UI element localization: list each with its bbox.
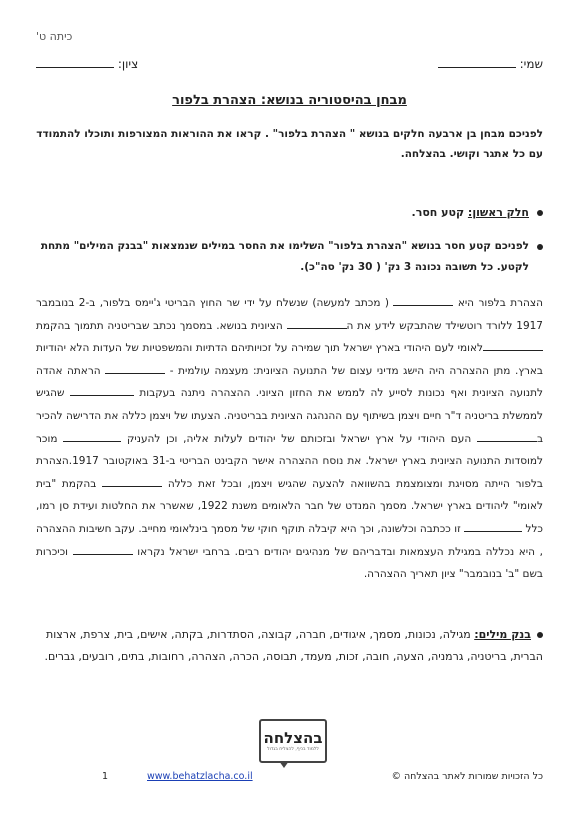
bullet-icon <box>537 244 543 250</box>
blank-1[interactable] <box>393 294 453 306</box>
exam-title: מבחן בהיסטוריה בנושא: הצהרת בלפור <box>172 93 407 108</box>
blank-2[interactable] <box>287 317 347 329</box>
part-one-heading <box>36 206 543 219</box>
passage-segment: בהקמת "בית לאומי" ליהודים בארץ ישראל. מסמך המנדט של חבר הלאומים משנת 1922, שאשרר את החלטות ועידת סן רמו, כלל <box>36 477 543 535</box>
page-number: 1 <box>102 771 109 782</box>
word-bank-label: בנק מילים: <box>474 628 531 641</box>
word-bank-words: מגילה, נכונות, מסמך, איגודים, חברה, קבוצה, הסתדרות, בקתה, אישים, בית, צרפת, ארצות הברית, בריטניה, גרמניה, הצעה, חובה, זכות, מעמד, תבוסה, הכרה, הצהרה, רחובות, בתים, רובעים, גברים. <box>44 628 543 663</box>
blank-6[interactable] <box>477 430 537 442</box>
blank-8[interactable] <box>102 475 162 487</box>
copyright-notice: כל הזכויות שמורות לאתר בהצלחה © <box>391 771 543 782</box>
passage-segment: זו ככתבה וכלשונה, וכך היא קיבלה תוקף חוקי של מסמך בינלאומי מחייב. עקב חשיבות ההצהרה , היא נכללה במגילת העצמאות ובדבריהם של מנהיגים יהודים רבים. ברחבי ישראל נקראו <box>36 522 543 558</box>
instructions <box>36 236 543 278</box>
speech-pointer-icon <box>279 761 289 768</box>
part-one-name: קטע חסר. <box>411 206 465 219</box>
blank-7[interactable] <box>63 430 121 442</box>
blank-9[interactable] <box>464 520 522 532</box>
grade-label: כיתה ט' <box>36 30 73 43</box>
logo-text: בהצלחה <box>263 729 323 747</box>
part-one-label: חלק ראשון: <box>467 206 529 219</box>
passage-segment: הצהרת בלפור היא <box>457 297 544 309</box>
passage-segment: לאומי לעם היהודי בארץ ישראל תוך שמירה על זכויותיהם הדתיות והמשפטיות של העדות הלא יהודיות בארץ. מתן ההצהרה היה הישג מדיני עצום של התנועה הציונית: מעצמה עולמית - <box>36 342 543 377</box>
name-blank[interactable] <box>438 56 516 68</box>
behatzlacha-logo <box>259 719 327 763</box>
passage-segment: שהגיש לממשלת בריטניה ד"ר חיים ויצמן בשיתוף עם ההנהגה הציונית בבריטניה. הצעתו של ויצמן כללה את הדרישה להכיר ב <box>36 387 544 445</box>
blank-10[interactable] <box>73 543 133 555</box>
passage-segment: ( מכתב למעשה) שנשלח על ידי שר החוץ הבריטי ג'יימס בלפור, ב-2 בנובמבר 1917 ללורד רוטשילד שהתבקש לידע את ה <box>36 297 543 332</box>
fill-in-passage <box>36 292 543 586</box>
bullet-icon <box>537 210 543 216</box>
score-field <box>36 56 138 71</box>
name-score-row <box>36 56 543 74</box>
instructions-text: לפניכם קטע חסר בנושא "הצהרת בלפור" השלימו את החסר במילים שנמצאות "בבנק המילים" מתחת לקטע. כל תשובה נכונה 3 נק' ( 30 נק' סה"כ). <box>40 240 529 273</box>
score-blank[interactable] <box>36 56 114 68</box>
footer <box>0 771 579 785</box>
blank-3[interactable] <box>483 339 543 351</box>
blank-4[interactable] <box>105 362 165 374</box>
passage-segment: וכיכרות בשם "ב' בנובמבר" ציון תאריך ההצהרה. <box>36 545 543 581</box>
passage-segment: הציונית בנושא. במסמך נכתב שבריטניה תתמוך בהקמת <box>36 319 283 332</box>
logo-subtext: ללמוד בכיף, להצליח בגדול <box>267 747 319 752</box>
word-bank <box>36 624 543 667</box>
passage-segment: העם היהודי על ארץ ישראל ובזכותם של יהודים לעלות אליה, וכן להעניק <box>126 432 472 445</box>
score-label: ציון: <box>117 57 139 71</box>
blank-5[interactable] <box>70 384 134 396</box>
intro-text: לפניכם מבחן בן ארבעה חלקים בנושא " הצהרת בלפור" . קראו את ההוראות המצורפות ותוכלו להתמודד עם כל אתגר וקושי. בהצלחה. <box>36 128 543 160</box>
passage-segment: מוכר למוסדות התנועה הציונית בארץ ישראל. את נוסח ההצהרה אישר הקבינט הבריטי ב-31 באוקטובר 1917.הצהרת בלפור הייתה מסויגת ומצומצמת בהשוואה להצעה שהגיש ויצמן, ובכל זאת כללה <box>36 432 543 490</box>
website-link[interactable]: www.behatzlacha.co.il <box>147 771 253 782</box>
passage-segment: הראתה אהדה לתנועה הציונית ואף נכונות לסייע לה לממש את החזון הציוני. ההצהרה ניתנה בעקבות <box>36 364 543 400</box>
bullet-icon <box>537 632 543 638</box>
name-label: שמי: <box>519 57 543 71</box>
name-field <box>438 56 543 71</box>
